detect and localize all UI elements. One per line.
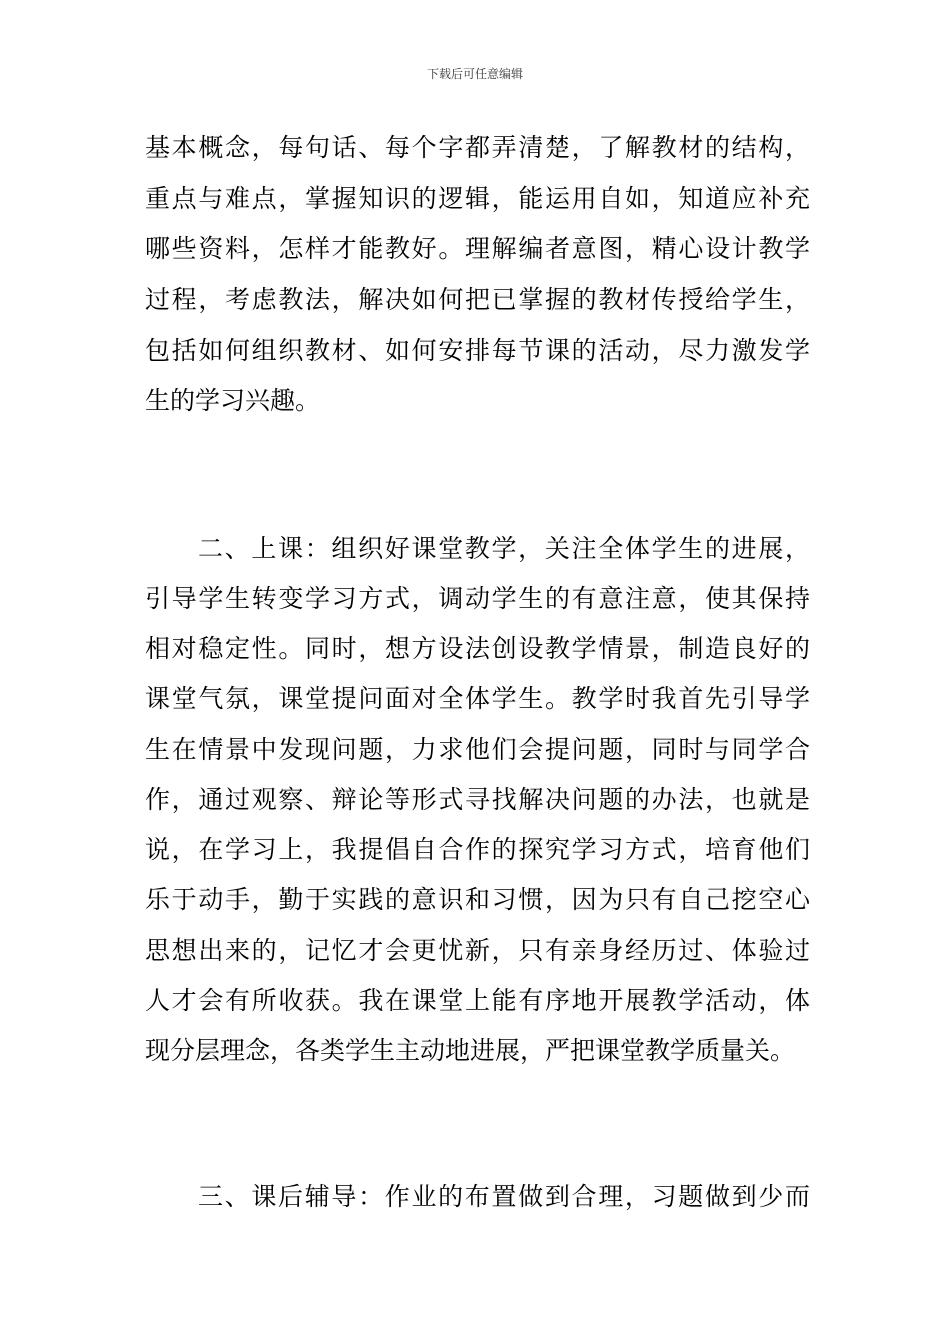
text-line: 引导学生转变学习方式，调动学生的有意注意，使其保持	[145, 584, 810, 613]
text-line: 乐于动手，勤于实践的意识和习惯，因为只有自己挖空心	[145, 885, 810, 914]
text-line: 人才会有所收获。我在课堂上能有序地开展教学活动，体	[145, 986, 810, 1015]
text-line: 哪些资料，怎样才能教好。理解编者意图，精心设计教学	[145, 234, 810, 263]
text-line: 重点与难点，掌握知识的逻辑，能运用自如，知道应补充	[145, 184, 810, 213]
text-line: 过程，考虑教法，解决如何把已掌握的教材传授给学生，	[145, 285, 810, 314]
text-line: 相对稳定性。同时，想方设法创设教学情景，制造良好的	[145, 634, 810, 663]
text-line: 生的学习兴趣。	[145, 386, 321, 415]
text-line: 二、上课：组织好课堂教学，关注全体学生的进展，	[198, 534, 810, 563]
page-header: 下载后可任意编辑	[426, 67, 523, 81]
text-line: 课堂气氛，课堂提问面对全体学生。教学时我首先引导学	[145, 684, 810, 713]
text-line: 说，在学习上，我提倡自合作的探究学习方式，培育他们	[145, 835, 810, 864]
text-line: 包括如何组织教材、如何安排每节课的活动，尽力激发学	[145, 336, 810, 365]
text-line: 生在情景中发现问题，力求他们会提问题，同时与同学合	[145, 735, 810, 764]
text-line: 思想出来的，记忆才会更忧新，只有亲身经历过、体验过	[145, 936, 810, 965]
text-line: 作，通过观察、辩论等形式寻找解决问题的办法，也就是	[145, 785, 810, 814]
text-line: 三、课后辅导：作业的布置做到合理，习题做到少而	[198, 1182, 810, 1211]
text-line: 基本概念，每句话、每个字都弄清楚，了解教材的结构，	[145, 133, 810, 162]
text-line: 现分层理念，各类学生主动地进展，严把课堂教学质量关。	[145, 1036, 796, 1065]
